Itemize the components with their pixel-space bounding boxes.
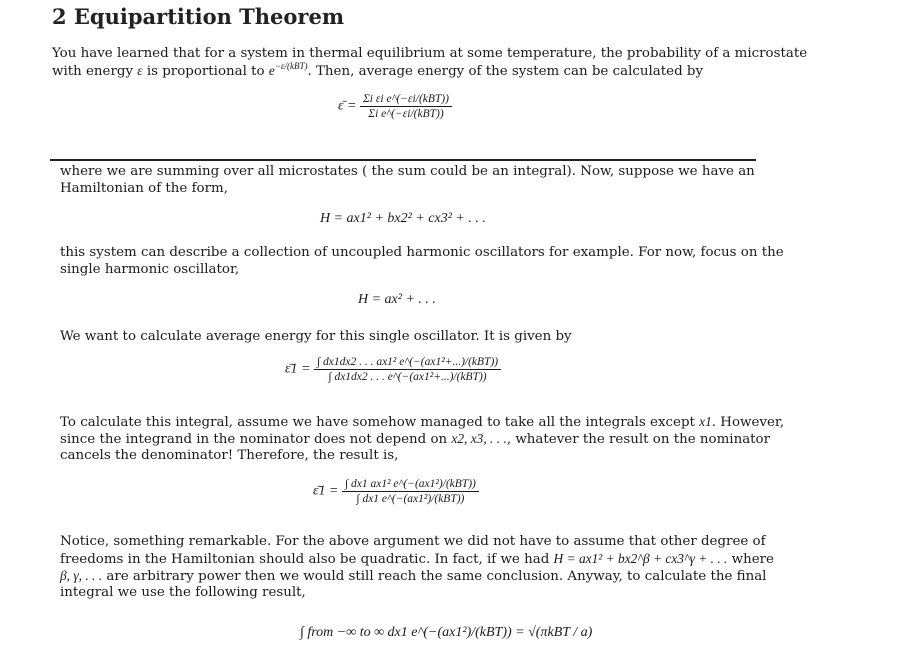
equation-denominator: Σi e^(−εi/(kBT)): [368, 108, 444, 120]
equation-average-reduced: [313, 478, 479, 505]
equation-hamiltonian-general: H = ax1² + bx2² + cx3² + . . .: [320, 211, 486, 226]
paragraph-remarkable-line2: freedoms in the Hamiltonian should also be quadratic. In fact, if we had H = ax1² + bx2^β + cx3^γ + . . . where: [60, 551, 774, 567]
equation-denominator: ∫ dx1dx2 . . . e^(−(ax1²+...)/(kBT)): [328, 371, 487, 383]
paragraph-hamiltonian-line2: Hamiltonian of the form,: [60, 181, 228, 196]
integral-expression: ∫ from −∞ to ∞ dx1 e^(−(ax1²)/(kBT)): [300, 625, 512, 640]
paragraph-hamiltonian-line1: where we are summing over all microstates ( the sum could be an integral). Now, suppose we have an: [60, 164, 755, 179]
equation-average-single: [285, 356, 501, 383]
equation-numerator: Σi εi e^(−εi/(kBT)): [360, 93, 452, 107]
boltzmann-factor: $e^{-\varepsilon/(kBT)}$: [268, 61, 308, 78]
equation-hamiltonian-single: H = ax² + . . .: [358, 292, 436, 307]
greek-powers: β, γ, . . .: [60, 568, 103, 583]
variable-x1: x1: [699, 414, 712, 429]
paragraph-remarkable-line1: Notice, something remarkable. For the above argument we did not have to assume that other degree of: [60, 534, 766, 549]
paragraph-intro-line2: with energy ε is proportional to $e^{-\varepsilon/(kBT)}$. Then, average energy of the system can be calculated by: [52, 61, 704, 79]
equation-denominator: ∫ dx1 e^(−(ax1²)/(kBT)): [356, 493, 465, 505]
equation-numerator: ∫ dx1dx2 . . . ax1² e^(−(ax1²+...)/(kBT)): [314, 356, 501, 370]
paragraph-remarkable-line4: integral we use the following result,: [60, 585, 306, 600]
equation-fraction: [314, 356, 501, 383]
equation-lhs: ε̄1 =: [313, 483, 339, 499]
equation-average-energy: [338, 93, 452, 120]
paragraph-oscillators-line1: this system can describe a collection of uncoupled harmonic oscillators for example. For now, focus on the: [60, 245, 784, 260]
variables-x2-x3: x2, x3, . . .: [451, 431, 507, 446]
paragraph-integral-line1: To calculate this integral, assume we have somehow managed to take all the integrals except x1. However,: [60, 414, 785, 430]
paragraph-intro-line1: You have learned that for a system in thermal equilibrium at some temperature, the probability of a microstate: [52, 46, 808, 61]
equation-fraction: [342, 478, 479, 505]
section-title: 2 Equipartition Theorem: [52, 4, 345, 29]
hamiltonian-inline: H = ax1² + bx2^β + cx3^γ + . . .: [553, 551, 728, 566]
integral-result: = √(πkBT / a): [515, 625, 593, 640]
equation-lhs: ε̄ =: [338, 98, 357, 114]
paragraph-remarkable-line3: β, γ, . . . are arbitrary power then we would still reach the same conclusion. Anyway, to calculate the final: [60, 568, 767, 584]
equation-fraction: [360, 93, 452, 120]
equation-numerator: ∫ dx1 ax1² e^(−(ax1²)/(kBT)): [342, 478, 479, 492]
paragraph-oscillators-line2: single harmonic oscillator,: [60, 262, 240, 277]
epsilon-symbol: ε: [137, 63, 143, 78]
equation-lhs: ε̄1 =: [285, 361, 311, 377]
paragraph-average-single: We want to calculate average energy for this single oscillator. It is given by: [60, 329, 572, 344]
paragraph-integral-line2: since the integrand in the nominator does not depend on x2, x3, . . ., whatever the result on the nominator: [60, 431, 771, 447]
paragraph-integral-line3: cancels the denominator! Therefore, the result is,: [60, 448, 399, 463]
divider-rule: [50, 159, 756, 161]
equation-gaussian-integral: [300, 625, 592, 641]
